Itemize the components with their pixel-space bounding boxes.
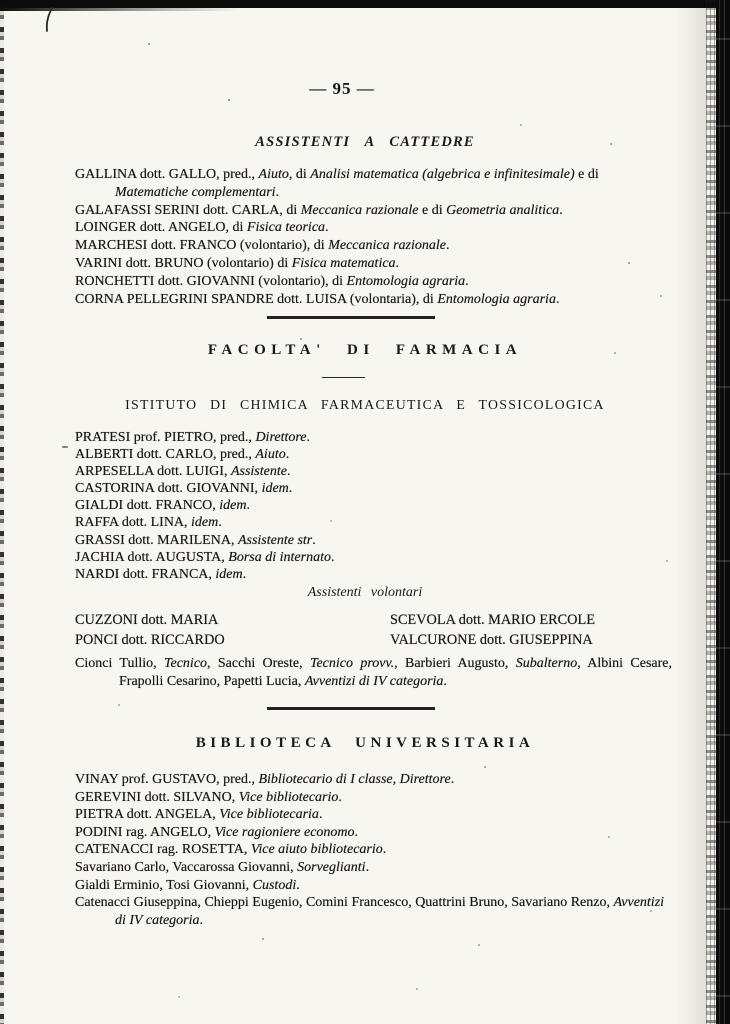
staff-entry: Cionci Tullio, Tecnico, Sacchi Oreste, Tecnico provv., Barbieri Augusto, Subalterno, Albini Cesare, Frapolli Cesarino, Papetti Lucia, Avventizi di IV categoria.	[75, 656, 672, 689]
directory-entry: MARCHESI dott. FRANCO (volontario), di Meccanica razionale.	[75, 238, 450, 254]
section-title-facolta-farmacia: FACOLTA' DI FARMACIA	[207, 342, 523, 358]
handwritten-mark	[42, 6, 58, 34]
volontario-entry: SCEVOLA dott. MARIO ERCOLE	[390, 612, 595, 628]
directory-entry: CATENACCI rag. ROSETTA, Vice aiuto bibliotecario.	[75, 842, 387, 858]
noise-speck	[148, 43, 150, 45]
double-rule-divider	[267, 316, 435, 319]
directory-entry: CORNA PELLEGRINI SPANDRE dott. LUISA (volontaria), di Entomologia agraria.	[75, 291, 560, 307]
directory-entry: ALBERTI dott. CARLO, pred., Aiuto.	[75, 447, 290, 463]
directory-entry: Savariano Carlo, Vaccarossa Giovanni, Sorveglianti.	[75, 859, 370, 875]
directory-entry: GIALDI dott. FRANCO, idem.	[75, 498, 250, 514]
section-title-assistenti-cattedre: ASSISTENTI A CATTEDRE	[255, 134, 475, 150]
directory-entry: VARINI dott. BRUNO (volontario) di Fisica matematica.	[75, 255, 400, 271]
scan-edge-left	[0, 6, 4, 1024]
directory-entry: LOINGER dott. ANGELO, di Fisica teorica.	[75, 220, 329, 236]
short-rule	[322, 377, 365, 378]
directory-entry: ARPESELLA dott. LUIGI, Assistente.	[75, 464, 291, 480]
noise-speck	[62, 446, 68, 448]
directory-entry: GALAFASSI SERINI dott. CARLA, di Meccanica razionale e di Geometria analitica.	[75, 202, 563, 218]
biblioteca-list	[75, 771, 675, 929]
directory-entry: GEREVINI dott. SILVANO, Vice bibliotecario.	[75, 789, 342, 805]
scan-edge-fray	[706, 0, 716, 1024]
noise-speck	[262, 938, 264, 940]
noise-speck	[118, 704, 120, 706]
section-title-biblioteca: BIBLIOTECA UNIVERSITARIA	[195, 735, 535, 751]
directory-entry: Catenacci Giuseppina, Chieppi Eugenio, Comini Francesco, Quattrini Bruno, Savariano Renzo, Avventizi di IV categoria.	[75, 895, 665, 928]
directory-entry: JACHIA dott. AUGUSTA, Borsa di internato.	[75, 549, 335, 565]
volontari-columns	[75, 611, 675, 650]
directory-entry: NARDI dott. FRANCA, idem.	[75, 566, 247, 582]
volontari-column-left	[75, 611, 390, 650]
double-rule-divider	[267, 707, 435, 710]
noise-speck	[416, 988, 418, 990]
directory-entry: PODINI rag. ANGELO, Vice ragioniere economo.	[75, 824, 359, 840]
staff-paragraph	[75, 655, 672, 690]
volontario-entry: CUZZONI dott. MARIA	[75, 612, 219, 628]
noise-speck	[484, 766, 486, 768]
directory-entry: RAFFA dott. LINA, idem.	[75, 515, 222, 531]
directory-entry: CASTORINA dott. GIOVANNI, idem.	[75, 481, 293, 497]
directory-entry: Gialdi Erminio, Tosi Giovanni, Custodi.	[75, 877, 300, 893]
noise-speck	[228, 99, 230, 101]
page-edge-shadow	[676, 0, 706, 1024]
directory-entry: VINAY prof. GUSTAVO, pred., Bibliotecario di I classe, Direttore.	[75, 772, 455, 787]
page-number: — 95 —	[309, 79, 375, 98]
scan-edge-top	[0, 0, 730, 8]
istituto-title: ISTITUTO DI CHIMICA FARMACEUTICA E TOSSICOLOGICA	[125, 397, 605, 412]
farmacia-list	[75, 429, 675, 583]
scan-edge-right	[716, 0, 730, 1024]
noise-speck	[520, 124, 522, 126]
assistenti-volontari-title: Assistenti volontari	[307, 585, 423, 600]
volontario-entry: VALCURONE dott. GIUSEPPINA	[390, 631, 593, 648]
directory-entry: PRATESI prof. PIETRO, pred., Direttore.	[75, 430, 311, 445]
noise-speck	[300, 338, 302, 340]
directory-entry: RONCHETTI dott. GIOVANNI (volontario), di Entomologia agraria.	[75, 273, 469, 289]
directory-entry: GALLINA dott. GALLO, pred., Aiuto, di Analisi matematica (algebrica e infinitesimale) e di Matematiche complementari.	[75, 167, 599, 200]
noise-speck	[478, 944, 480, 946]
noise-speck	[178, 996, 180, 998]
cattedre-list	[75, 166, 675, 308]
directory-entry: PIETRA dott. ANGELA, Vice bibliotecaria.	[75, 807, 323, 823]
volontari-column-right	[390, 611, 595, 650]
directory-entry: GRASSI dott. MARILENA, Assistente str.	[75, 532, 316, 548]
volontario-entry: PONCI dott. RICCARDO	[75, 631, 225, 648]
